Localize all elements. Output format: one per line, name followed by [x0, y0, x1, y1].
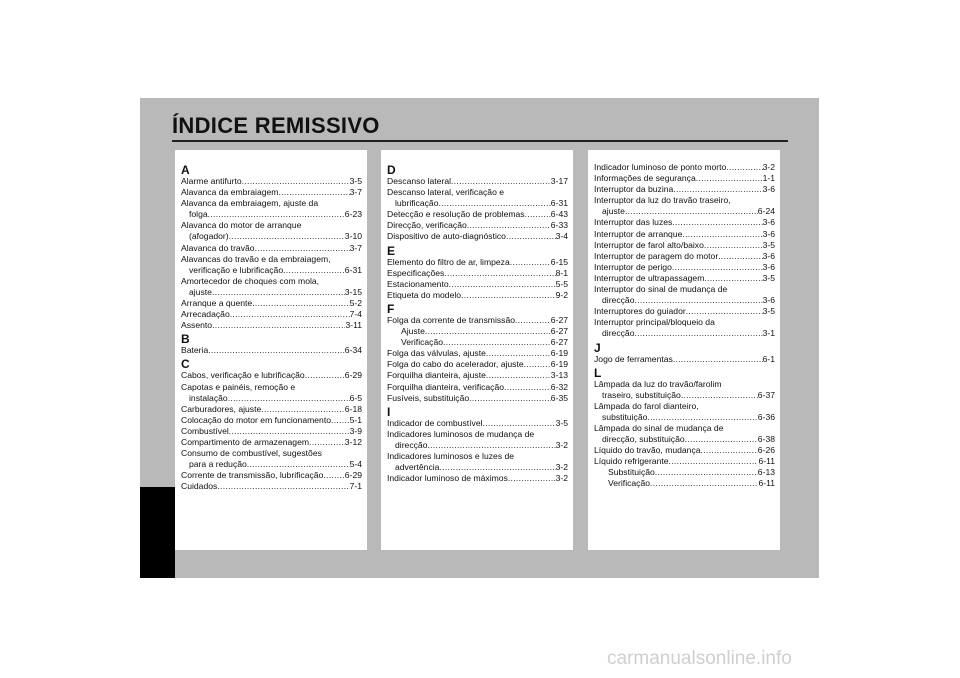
index-entry[interactable]: Elemento do filtro de ar, limpeza ..... 6-15 — [387, 257, 568, 268]
index-entry[interactable]: Verificação ..... 6-27 — [387, 337, 568, 348]
section-letter: I — [387, 404, 391, 419]
index-entry[interactable]: Cabos, verificação e lubrificação ..... 6-29 — [181, 370, 362, 381]
index-entry[interactable]: Interruptor das luzes ..... 3-6 — [594, 217, 775, 228]
index-entry-line: Descanso lateral, verificação e — [387, 187, 505, 198]
index-entry[interactable]: Assento ..... 3-11 — [181, 320, 362, 331]
index-entry[interactable]: Arranque a quente ..... 5-2 — [181, 298, 362, 309]
index-entry[interactable]: Interruptor de paragem do motor ..... 3-6 — [594, 251, 775, 262]
index-entry-line: Lâmpada da luz do travão/farolim — [594, 378, 722, 389]
index-entry-line: Alavancas do travão e da embraiagem, — [181, 253, 331, 264]
index-column-a — [175, 150, 367, 550]
title-divider — [172, 140, 788, 142]
index-entry[interactable]: folga ..... 6-23 — [181, 209, 362, 220]
index-entry[interactable]: Líquido refrigerante ..... 6-11 — [594, 456, 775, 467]
index-entry[interactable]: Interruptor de ultrapassagem ..... 3-5 — [594, 273, 775, 284]
section-letter: A — [181, 163, 190, 177]
index-column-b — [381, 150, 573, 550]
index-entry[interactable]: Folga da corrente de transmissão ..... 6-27 — [387, 315, 568, 326]
index-entry-line: Capotas e painéis, remoção e — [181, 381, 296, 392]
section-tab-marker — [140, 487, 175, 578]
index-entry[interactable]: Colocação do motor em funcionamento ..... 5-1 — [181, 415, 362, 426]
index-entry-line: Interruptor principal/bloqueio da — [594, 317, 715, 328]
index-entry[interactable]: Interruptores do guiador ..... 3-5 — [594, 306, 775, 317]
index-entry[interactable]: Forquilha dianteira, verificação ..... 6-32 — [387, 382, 568, 393]
index-entry[interactable]: Direcção, verificação ..... 6-33 — [387, 220, 568, 231]
index-entry[interactable]: Líquido do travão, mudança ..... 6-26 — [594, 445, 775, 456]
index-entry[interactable]: Bateria ..... 6-34 — [181, 345, 362, 356]
index-entry[interactable]: ajuste ..... 6-24 — [594, 206, 775, 217]
index-entry[interactable]: direcção ..... 3-1 — [594, 328, 775, 339]
section-letter: F — [387, 301, 395, 316]
index-entry[interactable]: direcção ..... 3-6 — [594, 295, 775, 306]
index-entry[interactable]: (afogador) ..... 3-10 — [181, 231, 362, 242]
index-entry[interactable]: Carburadores, ajuste ..... 6-18 — [181, 404, 362, 415]
index-entry[interactable]: Alavanca do travão ..... 3-7 — [181, 243, 362, 254]
index-entry-line: Indicadores luminosos e luzes de — [387, 450, 515, 461]
index-entry[interactable]: Interruptor da buzina ..... 3-6 — [594, 184, 775, 195]
index-entry[interactable]: instalação ..... 6-5 — [181, 393, 362, 404]
index-entry[interactable]: Cuidados ..... 7-1 — [181, 481, 362, 492]
index-entry[interactable]: ajuste ..... 3-15 — [181, 287, 362, 298]
index-entry[interactable]: Descanso lateral ..... 3-17 — [387, 176, 568, 187]
index-entry-line: Alavanca da embraiagem, ajuste da — [181, 198, 319, 209]
index-entry-line: Amortecedor de choques com mola, — [181, 275, 320, 286]
index-entry[interactable]: Alavanca da embraiagem ..... 3-7 — [181, 187, 362, 198]
index-entry[interactable]: Verificação ..... 6-11 — [594, 478, 775, 489]
index-entry[interactable]: Corrente de transmissão, lubrificação ..... 6-29 — [181, 470, 362, 481]
index-entry[interactable]: direcção ..... 3-2 — [387, 440, 568, 451]
index-column-c — [588, 150, 780, 550]
index-entry-line: Lâmpada do farol dianteiro, — [594, 400, 699, 411]
index-entry[interactable]: Especificações ..... 8-1 — [387, 268, 568, 279]
index-entry-line: Interruptor da luz do travão traseiro, — [594, 195, 731, 206]
index-entry[interactable]: advertência ..... 3-2 — [387, 462, 568, 473]
index-entry[interactable]: Folga das válvulas, ajuste ..... 6-19 — [387, 348, 568, 359]
index-entry[interactable]: Ajuste ..... 6-27 — [387, 326, 568, 337]
index-entry-line: Interruptor do sinal de mudança de — [594, 284, 728, 295]
section-letter: C — [181, 357, 190, 372]
index-entry-line: Lâmpada do sinal de mudança de — [594, 422, 724, 433]
section-letter: E — [387, 243, 396, 258]
section-letter: B — [181, 332, 190, 347]
watermark-text: carmanualsonline.info — [607, 648, 792, 669]
index-entry[interactable]: traseiro, substituição ..... 6-37 — [594, 390, 775, 401]
index-entry[interactable]: Dispositivo de auto-diagnóstico ..... 3-4 — [387, 231, 568, 242]
index-entry[interactable]: Estacionamento ..... 5-5 — [387, 279, 568, 290]
index-entry[interactable]: Interruptor de arranque ..... 3-6 — [594, 229, 775, 240]
index-entry[interactable]: Alarme antifurto ..... 3-5 — [181, 176, 362, 187]
index-entry-line: Indicadores luminosos de mudança de — [387, 428, 535, 439]
index-entry[interactable]: Jogo de ferramentas ..... 6-1 — [594, 354, 775, 365]
index-entry[interactable]: lubrificação ..... 6-31 — [387, 198, 568, 209]
section-letter: L — [594, 365, 602, 380]
index-entry[interactable]: direcção, substituição ..... 6-38 — [594, 434, 775, 445]
index-entry[interactable]: Arrecadação ..... 7-4 — [181, 309, 362, 320]
index-entry[interactable]: substituição ..... 6-36 — [594, 412, 775, 423]
index-entry[interactable]: Interruptor de perigo ..... 3-6 — [594, 262, 775, 273]
index-entry[interactable]: Indicador luminoso de ponto morto ..... 3-2 — [594, 162, 775, 173]
index-entry-line: Alavanca do motor de arranque — [181, 220, 302, 231]
index-entry[interactable]: Detecção e resolução de problemas ..... 6-43 — [387, 209, 568, 220]
index-entry[interactable]: Indicador luminoso de máximos ..... 3-2 — [387, 473, 568, 484]
index-entry[interactable]: Etiqueta do modelo ..... 9-2 — [387, 290, 568, 301]
index-entry[interactable]: Substituição ..... 6-13 — [594, 467, 775, 478]
index-entry[interactable]: Indicador de combustível ..... 3-5 — [387, 418, 568, 429]
index-entry[interactable]: Fusíveis, substituição ..... 6-35 — [387, 393, 568, 404]
index-entry[interactable]: verificação e lubrificação ..... 6-31 — [181, 265, 362, 276]
index-entry[interactable]: para a redução ..... 5-4 — [181, 459, 362, 470]
index-entry[interactable]: Folga do cabo do acelerador, ajuste ..... 6-19 — [387, 359, 568, 370]
index-entry[interactable]: Interruptor de farol alto/baixo ..... 3-5 — [594, 240, 775, 251]
section-letter: J — [594, 340, 601, 355]
index-entry[interactable]: Combustível ..... 3-9 — [181, 426, 362, 437]
page-title: ÍNDICE REMISSIVO — [172, 113, 380, 138]
index-entry-line: Consumo de combustível, sugestões — [181, 448, 322, 459]
section-letter: D — [387, 163, 396, 177]
index-entry[interactable]: Forquilha dianteira, ajuste ..... 3-13 — [387, 370, 568, 381]
index-entry[interactable]: Informações de segurança ..... 1-1 — [594, 173, 775, 184]
index-entry[interactable]: Compartimento de armazenagem ..... 3-12 — [181, 437, 362, 448]
